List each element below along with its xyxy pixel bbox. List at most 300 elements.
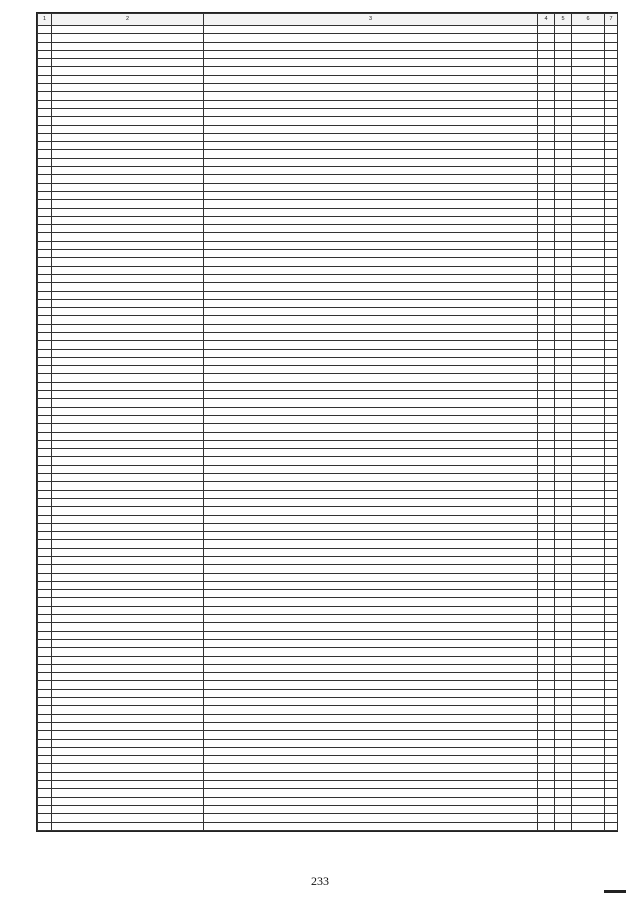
cell-period [572, 133, 605, 141]
cell-work [204, 75, 538, 83]
cell-year-built [538, 332, 555, 340]
cell-extra [605, 532, 618, 540]
table-row [38, 167, 618, 175]
cell-year-built [538, 266, 555, 274]
cell-period [572, 191, 605, 199]
cell-year-repair [555, 67, 572, 75]
cell-year-built [538, 415, 555, 423]
cell-extra [605, 706, 618, 714]
table-row [38, 789, 618, 797]
cell-num [38, 681, 52, 689]
cell-period [572, 565, 605, 573]
cell-num [38, 208, 52, 216]
table-row [38, 26, 618, 34]
cell-num [38, 756, 52, 764]
table-row [38, 747, 618, 755]
column-header-period: 6 [572, 14, 605, 26]
cell-extra [605, 50, 618, 58]
cell-year-built [538, 349, 555, 357]
cell-year-built [538, 673, 555, 681]
cell-year-repair [555, 92, 572, 100]
cell-address [52, 250, 204, 258]
cell-extra [605, 100, 618, 108]
cell-period [572, 498, 605, 506]
cell-address [52, 664, 204, 672]
table-row [38, 332, 618, 340]
cell-work [204, 747, 538, 755]
cell-extra [605, 374, 618, 382]
cell-address [52, 415, 204, 423]
table-row [38, 59, 618, 67]
table-row [38, 150, 618, 158]
cell-num [38, 565, 52, 573]
cell-year-repair [555, 722, 572, 730]
table-row [38, 108, 618, 116]
cell-num [38, 216, 52, 224]
table-row [38, 797, 618, 805]
cell-work [204, 274, 538, 282]
cell-work [204, 349, 538, 357]
table-row [38, 208, 618, 216]
cell-year-repair [555, 573, 572, 581]
cell-period [572, 266, 605, 274]
column-header-year-built: 4 [538, 14, 555, 26]
cell-period [572, 747, 605, 755]
table-row [38, 308, 618, 316]
cell-year-repair [555, 781, 572, 789]
cell-extra [605, 341, 618, 349]
cell-work [204, 208, 538, 216]
table-row [38, 532, 618, 540]
cell-work [204, 250, 538, 258]
cell-work [204, 590, 538, 598]
cell-year-repair [555, 507, 572, 515]
cell-work [204, 664, 538, 672]
cell-year-repair [555, 822, 572, 830]
cell-num [38, 108, 52, 116]
cell-num [38, 772, 52, 780]
cell-num [38, 117, 52, 125]
cell-year-built [538, 548, 555, 556]
cell-year-built [538, 424, 555, 432]
cell-period [572, 291, 605, 299]
cell-extra [605, 291, 618, 299]
cell-year-built [538, 814, 555, 822]
cell-period [572, 391, 605, 399]
cell-extra [605, 639, 618, 647]
cell-work [204, 739, 538, 747]
cell-period [572, 349, 605, 357]
cell-extra [605, 581, 618, 589]
cell-period [572, 590, 605, 598]
cell-work [204, 498, 538, 506]
table-row [38, 117, 618, 125]
cell-num [38, 490, 52, 498]
cell-year-repair [555, 26, 572, 34]
cell-num [38, 308, 52, 316]
cell-year-built [538, 183, 555, 191]
cell-period [572, 673, 605, 681]
table-row [38, 283, 618, 291]
table-row [38, 548, 618, 556]
cell-num [38, 789, 52, 797]
cell-address [52, 191, 204, 199]
cell-year-repair [555, 283, 572, 291]
table-row [38, 92, 618, 100]
cell-period [572, 557, 605, 565]
cell-period [572, 167, 605, 175]
cell-extra [605, 457, 618, 465]
cell-work [204, 764, 538, 772]
cell-work [204, 200, 538, 208]
cell-year-repair [555, 789, 572, 797]
cell-year-repair [555, 142, 572, 150]
cell-year-built [538, 623, 555, 631]
cell-address [52, 457, 204, 465]
cell-address [52, 67, 204, 75]
cell-year-repair [555, 432, 572, 440]
cell-num [38, 357, 52, 365]
cell-num [38, 581, 52, 589]
cell-address [52, 565, 204, 573]
cell-address [52, 465, 204, 473]
cell-period [572, 548, 605, 556]
cell-num [38, 623, 52, 631]
table-row [38, 67, 618, 75]
cell-year-built [538, 100, 555, 108]
cell-work [204, 316, 538, 324]
cell-year-repair [555, 457, 572, 465]
cell-period [572, 50, 605, 58]
cell-year-repair [555, 250, 572, 258]
cell-address [52, 698, 204, 706]
register-sheet [36, 12, 618, 832]
cell-year-built [538, 432, 555, 440]
cell-address [52, 639, 204, 647]
cell-period [572, 465, 605, 473]
cell-extra [605, 698, 618, 706]
table-row [38, 424, 618, 432]
cell-period [572, 258, 605, 266]
cell-address [52, 507, 204, 515]
table-row [38, 540, 618, 548]
cell-address [52, 706, 204, 714]
cell-work [204, 50, 538, 58]
cell-year-built [538, 615, 555, 623]
cell-num [38, 739, 52, 747]
cell-period [572, 457, 605, 465]
cell-address [52, 274, 204, 282]
cell-work [204, 299, 538, 307]
cell-year-repair [555, 299, 572, 307]
cell-address [52, 167, 204, 175]
cell-work [204, 756, 538, 764]
cell-year-repair [555, 266, 572, 274]
table-row [38, 291, 618, 299]
cell-extra [605, 84, 618, 92]
table-row [38, 515, 618, 523]
cell-num [38, 673, 52, 681]
table-row [38, 449, 618, 457]
cell-year-built [538, 681, 555, 689]
cell-year-repair [555, 291, 572, 299]
cell-year-built [538, 507, 555, 515]
cell-year-built [538, 382, 555, 390]
cell-period [572, 158, 605, 166]
cell-period [572, 482, 605, 490]
cell-year-built [538, 590, 555, 598]
cell-work [204, 440, 538, 448]
cell-work [204, 67, 538, 75]
cell-address [52, 814, 204, 822]
cell-extra [605, 233, 618, 241]
cell-year-built [538, 482, 555, 490]
cell-num [38, 573, 52, 581]
cell-year-repair [555, 698, 572, 706]
cell-extra [605, 225, 618, 233]
cell-year-repair [555, 606, 572, 614]
cell-year-built [538, 474, 555, 482]
cell-year-repair [555, 756, 572, 764]
cell-num [38, 474, 52, 482]
cell-extra [605, 167, 618, 175]
cell-period [572, 789, 605, 797]
cell-year-repair [555, 84, 572, 92]
cell-address [52, 714, 204, 722]
table-row [38, 42, 618, 50]
cell-period [572, 490, 605, 498]
table-row [38, 639, 618, 647]
cell-address [52, 349, 204, 357]
table-row [38, 648, 618, 656]
cell-address [52, 615, 204, 623]
cell-extra [605, 424, 618, 432]
cell-address [52, 258, 204, 266]
cell-period [572, 233, 605, 241]
register-table [37, 13, 618, 831]
cell-extra [605, 573, 618, 581]
cell-work [204, 150, 538, 158]
cell-work [204, 714, 538, 722]
cell-work [204, 415, 538, 423]
cell-extra [605, 324, 618, 332]
cell-work [204, 175, 538, 183]
cell-work [204, 474, 538, 482]
cell-year-repair [555, 449, 572, 457]
cell-num [38, 175, 52, 183]
cell-num [38, 324, 52, 332]
cell-work [204, 557, 538, 565]
cell-num [38, 482, 52, 490]
cell-period [572, 324, 605, 332]
page-number: 233 [311, 874, 329, 888]
cell-num [38, 241, 52, 249]
cell-extra [605, 565, 618, 573]
table-row [38, 673, 618, 681]
cell-year-built [538, 573, 555, 581]
cell-year-repair [555, 117, 572, 125]
cell-year-repair [555, 108, 572, 116]
table-row [38, 764, 618, 772]
cell-year-repair [555, 407, 572, 415]
cell-num [38, 781, 52, 789]
cell-num [38, 689, 52, 697]
cell-num [38, 764, 52, 772]
cell-year-repair [555, 332, 572, 340]
cell-address [52, 598, 204, 606]
table-row [38, 299, 618, 307]
cell-work [204, 457, 538, 465]
cell-year-repair [555, 498, 572, 506]
table-row [38, 664, 618, 672]
cell-address [52, 440, 204, 448]
cell-work [204, 631, 538, 639]
cell-period [572, 407, 605, 415]
cell-work [204, 681, 538, 689]
cell-num [38, 274, 52, 282]
cell-period [572, 731, 605, 739]
cell-work [204, 814, 538, 822]
cell-address [52, 498, 204, 506]
cell-year-built [538, 357, 555, 365]
table-row [38, 158, 618, 166]
cell-num [38, 225, 52, 233]
cell-address [52, 424, 204, 432]
cell-year-built [538, 108, 555, 116]
cell-address [52, 789, 204, 797]
cell-year-built [538, 142, 555, 150]
cell-work [204, 382, 538, 390]
cell-extra [605, 299, 618, 307]
cell-period [572, 623, 605, 631]
table-row [38, 781, 618, 789]
cell-year-built [538, 698, 555, 706]
cell-year-built [538, 225, 555, 233]
cell-extra [605, 241, 618, 249]
cell-year-built [538, 84, 555, 92]
cell-address [52, 92, 204, 100]
cell-work [204, 158, 538, 166]
cell-extra [605, 731, 618, 739]
cell-work [204, 216, 538, 224]
cell-address [52, 523, 204, 531]
cell-work [204, 407, 538, 415]
cell-address [52, 581, 204, 589]
cell-year-repair [555, 664, 572, 672]
cell-extra [605, 432, 618, 440]
cell-year-repair [555, 50, 572, 58]
cell-work [204, 465, 538, 473]
cell-num [38, 349, 52, 357]
cell-year-repair [555, 797, 572, 805]
cell-address [52, 75, 204, 83]
cell-period [572, 175, 605, 183]
cell-year-repair [555, 366, 572, 374]
cell-address [52, 225, 204, 233]
cell-year-repair [555, 34, 572, 42]
cell-year-built [538, 457, 555, 465]
cell-extra [605, 415, 618, 423]
cell-num [38, 639, 52, 647]
cell-year-repair [555, 656, 572, 664]
cell-extra [605, 117, 618, 125]
scan-edge-mark [604, 890, 626, 893]
table-row [38, 573, 618, 581]
cell-year-built [538, 341, 555, 349]
table-row [38, 274, 618, 282]
cell-year-built [538, 67, 555, 75]
cell-year-built [538, 216, 555, 224]
table-row [38, 142, 618, 150]
cell-period [572, 756, 605, 764]
cell-extra [605, 332, 618, 340]
table-row [38, 225, 618, 233]
cell-extra [605, 689, 618, 697]
cell-num [38, 133, 52, 141]
cell-address [52, 648, 204, 656]
cell-year-repair [555, 673, 572, 681]
cell-address [52, 449, 204, 457]
cell-period [572, 183, 605, 191]
cell-extra [605, 125, 618, 133]
cell-year-repair [555, 208, 572, 216]
table-row [38, 374, 618, 382]
cell-address [52, 399, 204, 407]
cell-num [38, 631, 52, 639]
cell-period [572, 814, 605, 822]
cell-year-repair [555, 739, 572, 747]
table-row [38, 133, 618, 141]
cell-period [572, 117, 605, 125]
table-row [38, 366, 618, 374]
cell-year-repair [555, 415, 572, 423]
cell-extra [605, 747, 618, 755]
cell-work [204, 731, 538, 739]
cell-year-built [538, 26, 555, 34]
cell-work [204, 805, 538, 813]
cell-address [52, 747, 204, 755]
cell-address [52, 756, 204, 764]
cell-work [204, 283, 538, 291]
cell-year-built [538, 689, 555, 697]
cell-period [572, 714, 605, 722]
cell-year-built [538, 722, 555, 730]
cell-year-repair [555, 772, 572, 780]
cell-work [204, 722, 538, 730]
column-header-extra: 7 [605, 14, 618, 26]
cell-extra [605, 34, 618, 42]
cell-work [204, 26, 538, 34]
cell-extra [605, 681, 618, 689]
table-row [38, 432, 618, 440]
cell-extra [605, 474, 618, 482]
cell-work [204, 399, 538, 407]
cell-period [572, 432, 605, 440]
cell-num [38, 167, 52, 175]
cell-extra [605, 756, 618, 764]
table-row [38, 125, 618, 133]
cell-year-repair [555, 75, 572, 83]
cell-extra [605, 391, 618, 399]
cell-work [204, 698, 538, 706]
cell-period [572, 772, 605, 780]
cell-address [52, 764, 204, 772]
cell-work [204, 391, 538, 399]
cell-work [204, 482, 538, 490]
cell-year-built [538, 208, 555, 216]
cell-year-repair [555, 631, 572, 639]
cell-num [38, 648, 52, 656]
